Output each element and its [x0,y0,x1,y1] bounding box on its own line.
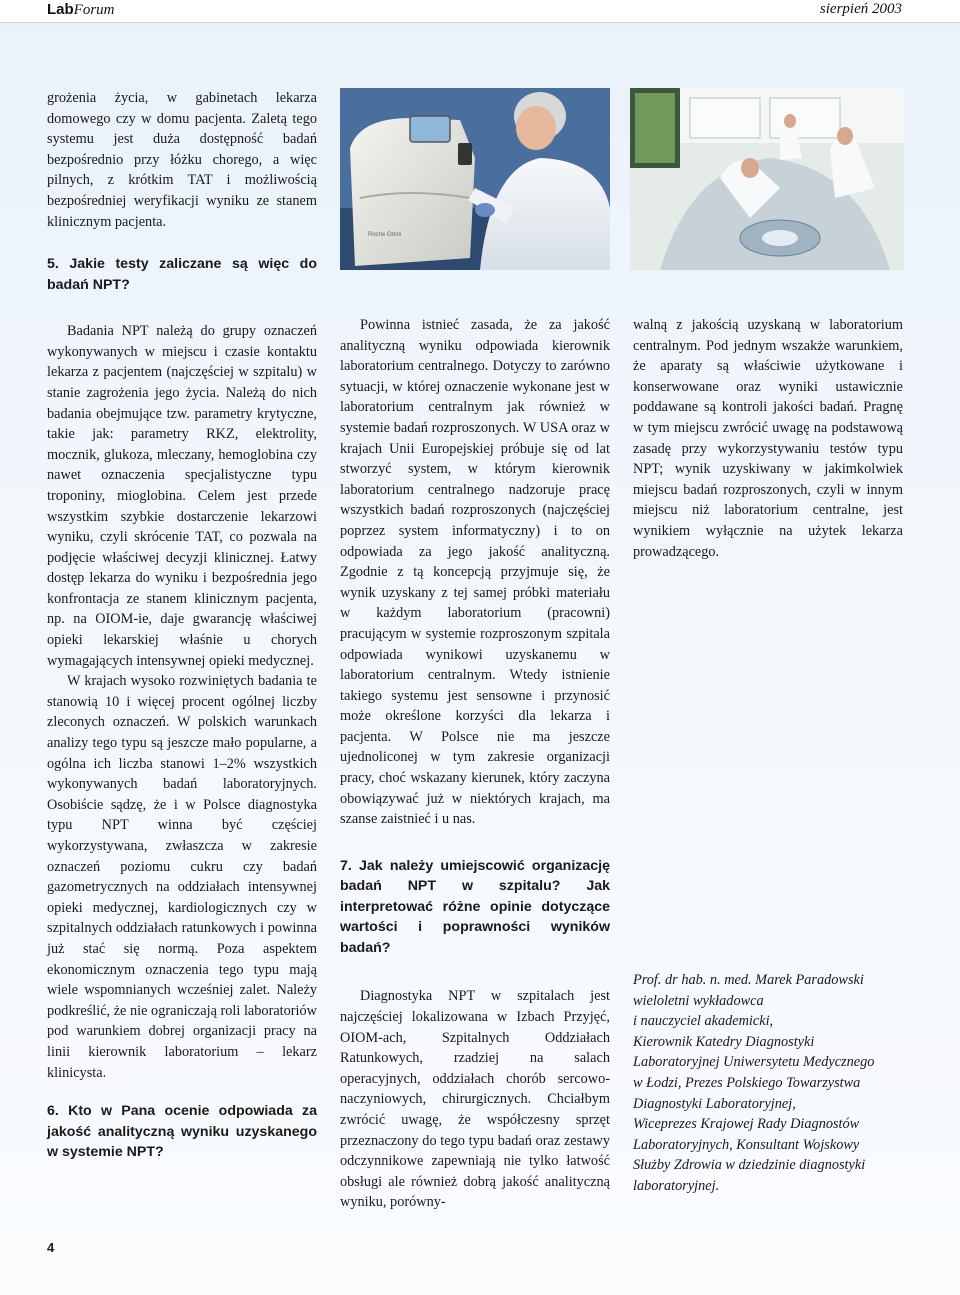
page-header [0,0,960,23]
magazine-logo [47,1,115,19]
author-bio-line: i nauczyciel akademicki, [633,1013,774,1030]
author-bio-line: Wiceprezes Krajowej Rady Diagnostów [633,1116,860,1133]
author-bio-line: w Łodzi, Prezes Polskiego Towarzystwa [633,1074,861,1091]
photo-laboratory-graphic [630,88,904,270]
page-number: 4 [47,1240,55,1255]
machine-label: Roche Omni [368,232,402,238]
column-2-paragraph-2: Diagnostyka NPT w szpitalach jest najczęściej lokalizowana w Izbach Przyjęć, OIOM-ach, Szpitalnych Oddziałach Ratunkowych, rzadziej na salach operacyjnych, oddziałach chorób sercowo-naczyniowych, chirurgicznych. Chciałbym zwrócić uwagę, że współczesny sprzęt przeznaczony do tego typu badań oraz zestawy odczynnikowe zapewniają nie tylko łatwość obsługi ale również dobrą jakość analityczną wyniku, porówny- [340,988,610,1211]
author-bio-line: Laboratoryjnej Uniwersytetu Medycznego [633,1054,875,1071]
column-2-paragraph-1: Powinna istnieć zasada, że za jakość analityczną wyniku odpowiada kierownik laboratorium centralnego. Dotyczy to zarówno sytuacji, w której oznaczenie wykonane jest w laboratorium centralnym jak również w systemie badań rozproszonych. W USA oraz w krajach Unii Europejskiej próbuje się od lat stworzyć system, w którym kierownik laboratorium centralnego nadzoruje pracę wszystkich badań rozproszonych (najczęściej poprzez system informatyczny) i to on odpowiada za jego jakość analityczną. Zgodnie z tą koncepcją przyjmuje się, że wynik uzyskany z tej samej próbki materiału w każdym laboratorium (pracowni) pracującym w systemie rozproszonym szpitala odpowiada wynikowi uzyskanemu w laboratorium centralnym. Wtedy istnienie takiego systemu jest sensowne i przynosić może określone korzyści dla lekarza i pacjenta. W Polsce nie ma jeszcze ujednoliconej w tym zakresie organizacji pracy, choć wskazany kierunek, który zaczyna obowiązywać już w niektórych krajach, ma szanse zaistnieć i u nas. [340,317,610,828]
logo-bold: Lab [47,1,74,18]
author-bio [633,970,903,1197]
question-6-heading: 6. Kto w Pana ocenie odpowiada za jakość analityczną wyniku uzyskanego w systemie NPT? [47,1103,317,1161]
column-1-paragraph-2: W krajach wysoko rozwiniętych badania te stanowią 10 i więcej procent ogólnej liczby zleconych oznaczeń. W polskich warunkach analizy tego typu są jeszcze mało popularne, a ogólna ich liczba stanowi 1–2% wszystkich wykonywanych badań laboratoryjnych. Osobiście sądzę, że i w Polsce diagnostyka typu NPT winna być częściej wykorzystywana, zwłaszcza w zakresie oznaczeń poziomu cukru czy badań gazometrycznych na oddziałach intensywnej opieki medycznej, kardiologicznych czy w szpitalnych oddziałach ratunkowych i powinna już stać się normą. Poza aspektem ekonomicznym oznaczenia tego typu mają wiele wspomnianych wcześniej zalet. Należy podkreślić, że nie ograniczają roli laboratoriów pod warunkiem dobrej organizacji pracy na linii kierownik laboratorium – lekarz klinicysta. [47,673,317,1081]
author-bio-line: Prof. dr hab. n. med. Marek Paradowski [633,972,864,988]
column-1-paragraph-1: Badania NPT należą do grupy oznaczeń wykonywanych w miejscu i czasie kontaktu lekarza z pacjentem (najczęściej w szpitalu) w stanie zagrożenia jego życia. Należą do nich badania obejmujące tzw. parametry krytyczne, takie jak: parametry RKZ, elektrolity, mocznik, glukoza, mleczany, hemoglobina czy nawet oznaczenia specjalistyczne typu troponiny, mioglobina. Celem jest przede wszystkim szybkie dostarczenie lekarzowi wyniku, czyli skrócenie TAT, co pozwala na podjęcie właściwej decyzji klinicznej. Łatwy dostęp lekarza do wyniku i bezpośrednia jego konfrontacja ze stanem klinicznym pacjenta, np. na OIOM-ie, daje gwarancję właściwej opieki lekarskiej właśnie u chorych wymagających intensywnej opieki medycznej. [47,323,317,669]
author-bio-line: Służby Zdrowia w dziedzinie diagnostyki [633,1157,866,1174]
photo-laboratory [630,88,904,270]
author-bio-line: laboratoryjnej. [633,1177,720,1194]
question-7-heading: 7. Jak należy umiejscowić organizację badań NPT w szpitalu? Jak interpretować różne opinie dotyczące wartości i poprawności wyników badań? [340,857,610,956]
photo-lab-technician-graphic [340,88,610,270]
author-bio-line: wieloletni wykładowca [633,992,764,1009]
column-3 [633,315,903,562]
column-1 [47,88,317,1163]
author-bio-line: Diagnostyki Laboratoryjnej, [633,1095,796,1112]
question-5-heading: 5. Jakie testy zaliczane są więc do badań NPT? [47,256,317,293]
logo-italic: Forum [73,2,115,18]
photo-lab-technician [340,88,610,270]
column-1-intro: grożenia życia, w gabinetach lekarza domowego czy w domu pacjenta. Zaletą tego systemu jest duża dostępność badań bezpośrednio przy łóżku chorego, a więc pilnych, z krótkim TAT i możliwością bezpośredniej weryfikacji wyniku ze stanem klinicznym pacjenta. [47,90,317,230]
author-bio-line: Kierownik Katedry Diagnostyki [633,1033,815,1050]
author-bio-line: Laboratoryjnych, Konsultant Wojskowy [633,1136,860,1153]
column-2 [340,315,610,1213]
column-3-paragraph-1: walną z jakością uzyskaną w laboratorium centralnym. Pod jednym wszakże warunkiem, że aparaty są właściwie użytkowane i konserwowane oraz wyniki ustawicznie poddawane są kontroli jakości badań. Pragnę w tym miejscu zwrócić uwagę na podstawową zasadę przy wykorzystywaniu testów typu NPT; wynik uzyskiwany w jakimkolwiek miejscu badań rozproszonych, czyli w innym miejscu niż laboratorium centralne, jest wynikiem wyłącznie na użytek lekarza prowadzącego. [633,317,903,560]
issue-date: sierpień 2003 [819,1,902,17]
